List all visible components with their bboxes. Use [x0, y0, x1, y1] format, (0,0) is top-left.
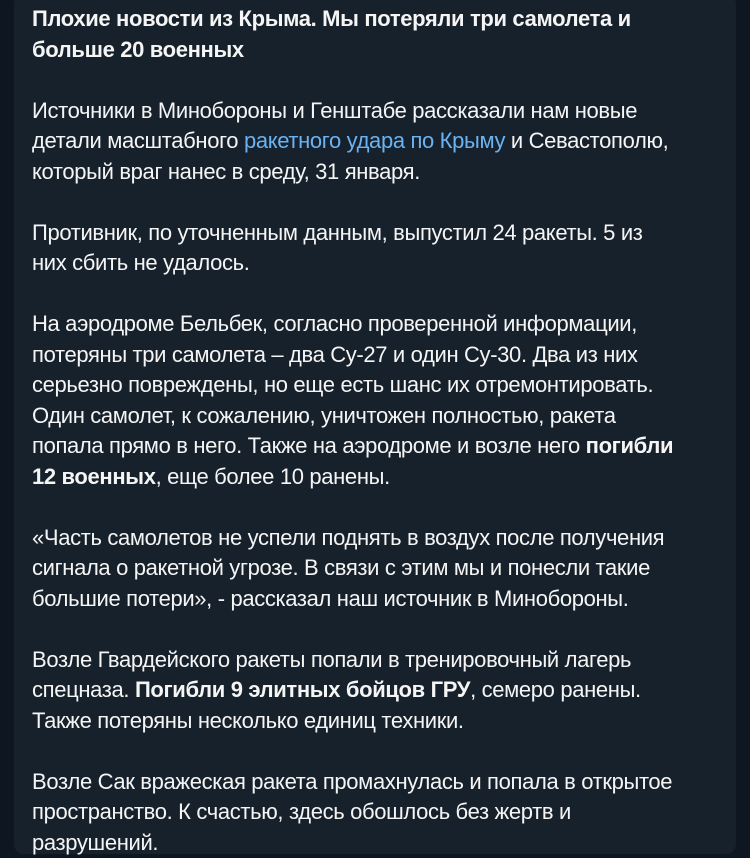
text-line: них сбить не удалось.	[32, 248, 736, 279]
text-line: который враг нанес в среду, 31 января.	[32, 157, 736, 188]
text-fragment: попала прямо в него. Также на аэродроме и возле него	[32, 433, 586, 458]
text-line: Возле Сак вражеская ракета промахнулась и попала в открытое	[32, 767, 736, 798]
text-line	[32, 126, 736, 157]
text-fragment: , еще более 10 ранены.	[156, 464, 390, 489]
paragraph-gvardeyskoye	[32, 645, 736, 737]
paragraph-quote	[32, 523, 736, 615]
title-line: Плохие новости из Крыма. Мы потеряли три самолета и	[32, 4, 736, 35]
text-line: Противник, по уточненным данным, выпустил 24 ракеты. 5 из	[32, 218, 736, 249]
text-line	[32, 431, 736, 462]
message-bubble	[14, 0, 736, 854]
text-line	[32, 462, 736, 493]
text-fragment: и Севастополю,	[505, 128, 668, 153]
text-line: потеряны три самолета – два Су-27 и один Су-30. Два из них	[32, 340, 736, 371]
message-title	[32, 4, 736, 65]
text-fragment: спецназа.	[32, 677, 135, 702]
text-line: Один самолет, к сожалению, уничтожен полностью, ракета	[32, 401, 736, 432]
bold-fragment: 12 военных	[32, 464, 156, 489]
text-line: разрушений.	[32, 828, 736, 858]
text-line: Также потеряны несколько единиц техники.	[32, 706, 736, 737]
paragraph-saki	[32, 767, 736, 858]
text-line: пространство. К счастью, здесь обошлось без жертв и	[32, 797, 736, 828]
text-line: серьезно повреждены, но еще есть шанс их отремонтировать.	[32, 370, 736, 401]
text-line: Источники в Минобороны и Генштабе рассказали нам новые	[32, 96, 736, 127]
text-fragment: детали масштабного	[32, 128, 244, 153]
bold-fragment: Погибли 9 элитных бойцов ГРУ	[135, 677, 470, 702]
title-line: больше 20 военных	[32, 35, 736, 66]
missile-strike-link[interactable]: ракетного удара по Крыму	[244, 128, 505, 153]
text-line	[32, 675, 736, 706]
text-line: «Часть самолетов не успели поднять в воздух после получения	[32, 523, 736, 554]
paragraph-missiles	[32, 218, 736, 279]
text-line: На аэродроме Бельбек, согласно проверенной информации,	[32, 309, 736, 340]
text-line: Возле Гвардейского ракеты попали в тренировочный лагерь	[32, 645, 736, 676]
paragraph-sources	[32, 96, 736, 188]
text-fragment: , семеро ранены.	[470, 677, 641, 702]
paragraph-belbek	[32, 309, 736, 492]
text-line: сигнала о ракетной угрозе. В связи с этим мы и понесли такие	[32, 553, 736, 584]
text-line: большие потери», - рассказал наш источник в Минобороны.	[32, 584, 736, 615]
bold-fragment: погибли	[586, 433, 674, 458]
